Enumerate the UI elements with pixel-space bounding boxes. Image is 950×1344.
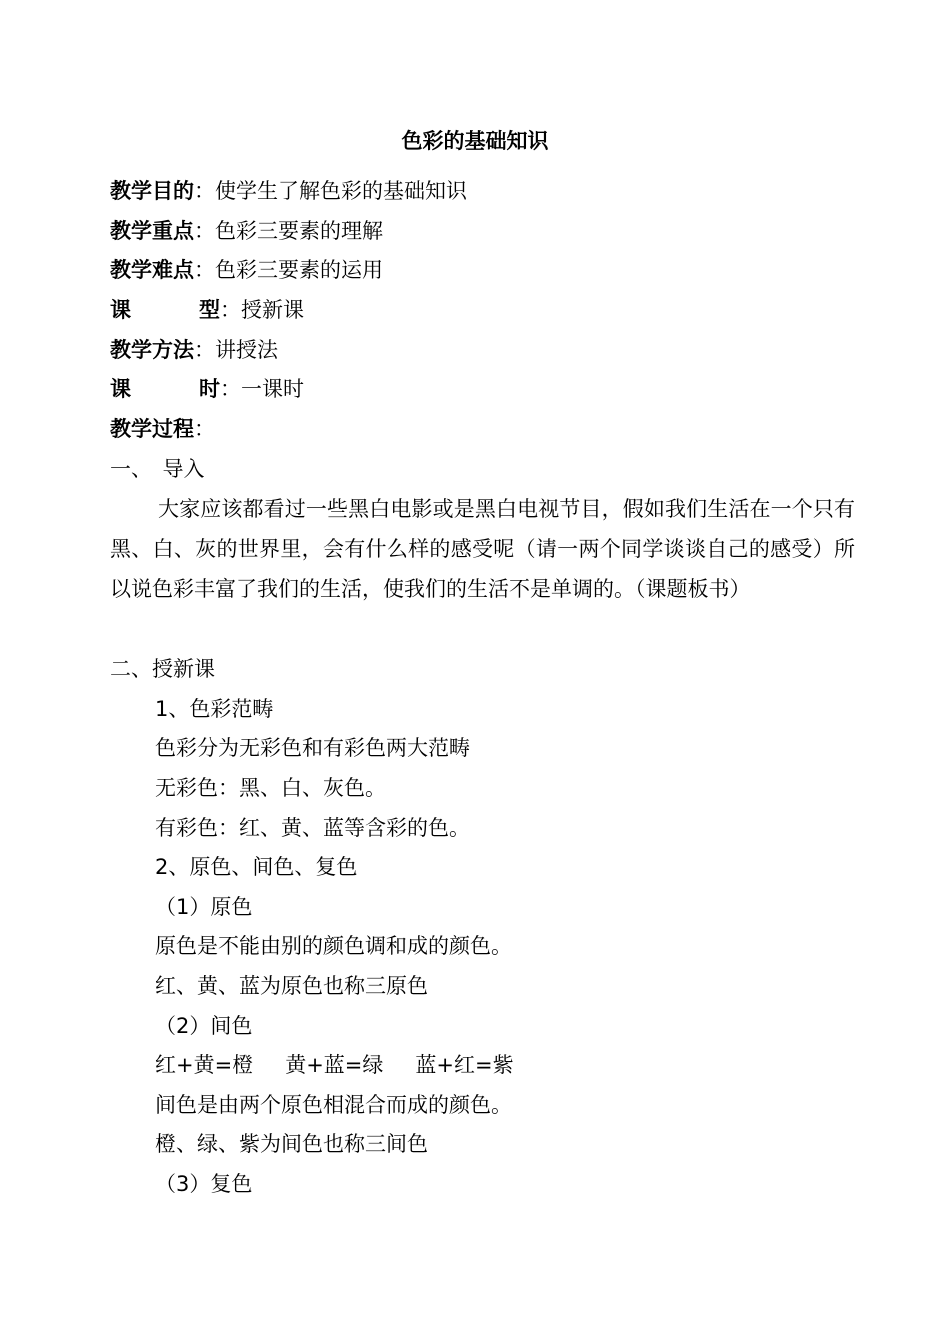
hours-label-char-1: 课 — [110, 377, 131, 401]
document-title: 色彩的基础知识 — [401, 129, 549, 153]
focus-value: 色彩三要素的理解 — [215, 219, 383, 243]
type-label-char-2: 型 — [199, 298, 220, 322]
section2-heading: 二、授新课 — [110, 657, 215, 681]
hours-colon: ： — [220, 377, 241, 401]
method-line — [110, 335, 278, 365]
subheading-color-types: 2、原色、间色、复色 — [155, 855, 358, 879]
text-line: 无彩色：黑、白、灰色。 — [155, 776, 386, 800]
section1-heading: 一、 导入 — [110, 457, 205, 481]
hours-label-char-2: 时 — [199, 377, 220, 401]
goal-label: 教学目的 — [110, 179, 194, 203]
type-colon: ： — [220, 298, 241, 322]
process-colon: ： — [194, 417, 215, 441]
goal-value: 使学生了解色彩的基础知识 — [215, 179, 467, 203]
focus-label: 教学重点 — [110, 219, 194, 243]
formula-green: 黄+蓝=绿 — [285, 1053, 384, 1077]
text-line: 原色是不能由别的颜色调和成的颜色。 — [155, 934, 512, 958]
focus-colon: ： — [194, 219, 215, 243]
type-label-char-1: 课 — [110, 298, 131, 322]
process-label: 教学过程 — [110, 417, 194, 441]
subheading-secondary: （2）间色 — [155, 1014, 253, 1038]
subheading-color-categories: 1、色彩范畴 — [155, 697, 274, 721]
difficulty-label: 教学难点 — [110, 258, 194, 282]
formula-purple: 蓝+红=紫 — [415, 1053, 514, 1077]
focus-line — [110, 216, 383, 246]
goal-line — [110, 176, 467, 206]
method-value: 讲授法 — [215, 338, 278, 362]
goal-colon: ： — [194, 179, 215, 203]
type-label — [110, 295, 220, 325]
subheading-tertiary: （3）复色 — [155, 1172, 253, 1196]
text-line: 间色是由两个原色相混合而成的颜色。 — [155, 1093, 512, 1117]
text-line: 橙、绿、紫为间色也称三间色 — [155, 1132, 428, 1156]
difficulty-colon: ： — [194, 258, 215, 282]
type-value: 授新课 — [241, 298, 304, 322]
type-line — [110, 295, 304, 325]
text-line: 有彩色：红、黄、蓝等含彩的色。 — [155, 816, 470, 840]
formula-orange: 红+黄=橙 — [155, 1053, 254, 1077]
method-colon: ： — [194, 338, 215, 362]
hours-value: 一课时 — [241, 377, 304, 401]
text-line: 红、黄、蓝为原色也称三原色 — [155, 974, 428, 998]
method-label: 教学方法 — [110, 338, 194, 362]
difficulty-value: 色彩三要素的运用 — [215, 258, 383, 282]
text-line: 色彩分为无彩色和有彩色两大范畴 — [155, 736, 470, 760]
subheading-primary: （1）原色 — [155, 895, 253, 919]
section1-paragraph: 大家应该都看过一些黑白电影或是黑白电视节目，假如我们生活在一个只有黑、白、灰的世界里，会有什么样的感受呢（请一两个同学谈谈自己的感受）所以说色彩丰富了我们的生活，使我们的生活不是单调的。（课题板书） — [110, 497, 855, 601]
difficulty-line — [110, 255, 383, 285]
hours-line — [110, 374, 304, 404]
hours-label — [110, 374, 220, 404]
process-line — [110, 414, 215, 444]
mixing-formulas — [155, 1050, 514, 1080]
